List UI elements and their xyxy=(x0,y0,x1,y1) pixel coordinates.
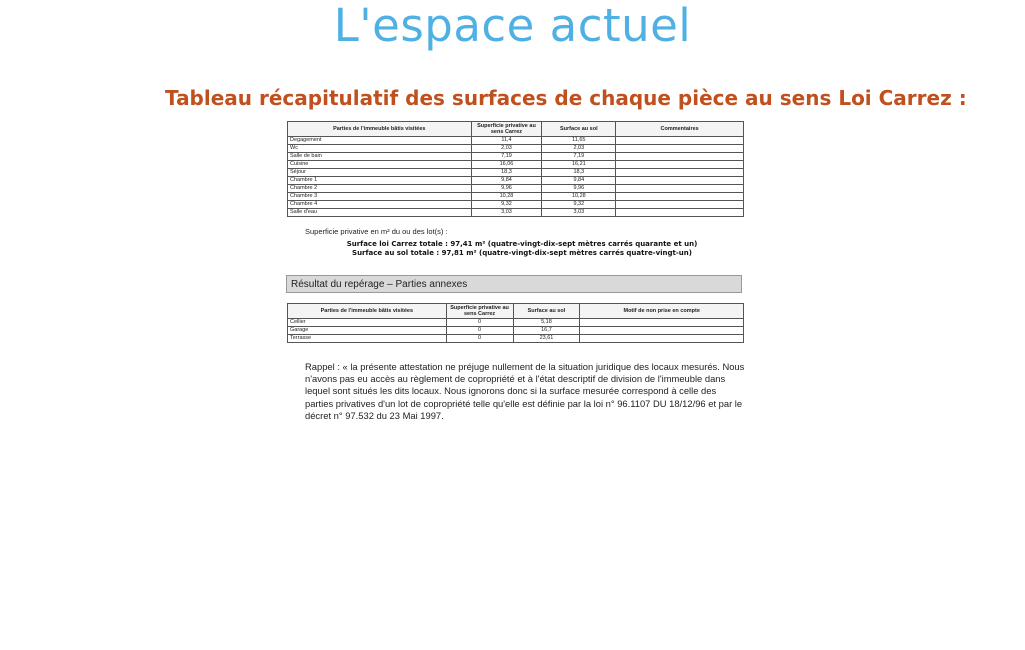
surface-note: Superficie privative en m² du ou des lot(s) : xyxy=(305,227,448,236)
table-cell: Chambre 2 xyxy=(288,185,472,193)
table-row xyxy=(288,153,744,161)
table-cell: 18,3 xyxy=(471,169,542,177)
table-cell: Cuisine xyxy=(288,161,472,169)
table-cell: 9,32 xyxy=(471,201,542,209)
table-row xyxy=(288,145,744,153)
table-cell xyxy=(616,193,744,201)
table-row xyxy=(288,209,744,217)
table-cell: 0 xyxy=(446,319,513,327)
table-cell: 7,19 xyxy=(471,153,542,161)
table-cell: 11,65 xyxy=(542,137,616,145)
table-cell: Chambre 1 xyxy=(288,177,472,185)
section-subtitle: Tableau récapitulatif des surfaces de chaque pièce au sens Loi Carrez : xyxy=(165,86,967,110)
table-row xyxy=(288,327,744,335)
table-cell: Séjour xyxy=(288,169,472,177)
table-cell: Cellier xyxy=(288,319,447,327)
table-cell xyxy=(580,335,744,343)
surfaces-table xyxy=(287,121,744,217)
table-cell: 16,06 xyxy=(471,161,542,169)
table-cell: 10,28 xyxy=(542,193,616,201)
column-header: Parties de l'immeuble bâtis visitées xyxy=(288,122,472,137)
table-cell xyxy=(616,201,744,209)
table-cell xyxy=(616,209,744,217)
table-cell: 9,96 xyxy=(542,185,616,193)
table-cell: 9,84 xyxy=(471,177,542,185)
table-cell xyxy=(616,137,744,145)
table-header-row xyxy=(288,122,744,137)
table-cell: 18,3 xyxy=(542,169,616,177)
table-cell xyxy=(616,145,744,153)
table-header-row xyxy=(288,304,744,319)
column-header: Motif de non prise en compte xyxy=(580,304,744,319)
table-cell: 3,03 xyxy=(471,209,542,217)
table-cell xyxy=(616,177,744,185)
table-row xyxy=(288,201,744,209)
table-cell xyxy=(616,185,744,193)
table-cell: Chambre 3 xyxy=(288,193,472,201)
table-row xyxy=(288,335,744,343)
table-cell: Garage xyxy=(288,327,447,335)
rappel-paragraph: Rappel : « la présente attestation ne préjuge nullement de la situation juridique des locaux mesurés. Nous n'avons pas eu accès au règlement de copropriété et à l'état descriptif de division de l'immeuble dans lequel sont situés les dits locaux. Nous ignorons donc si la surface mesurée correspond à celle des parties privatives d'un lot de copropriété telle qu'elle est définie par la loi n° 96.1107 DU 18/12/96 et par le décret n° 97.532 du 23 Mai 1997. xyxy=(305,361,745,421)
table-cell: 2,03 xyxy=(471,145,542,153)
table-row xyxy=(288,137,744,145)
column-header: Commentaires xyxy=(616,122,744,137)
table-cell: Salle de bain xyxy=(288,153,472,161)
table-cell: Terrasse xyxy=(288,335,447,343)
table-row xyxy=(288,185,744,193)
table-cell: 0 xyxy=(446,335,513,343)
table-cell: 9,96 xyxy=(471,185,542,193)
table-row xyxy=(288,193,744,201)
column-header: Superficie privative au sens Carrez xyxy=(446,304,513,319)
table-cell xyxy=(580,327,744,335)
page-title: L'espace actuel xyxy=(333,0,692,52)
result-heading: Résultat du repérage – Parties annexes xyxy=(286,275,742,293)
annex-table xyxy=(287,303,744,343)
table-cell: Wc xyxy=(288,145,472,153)
table-cell: 10,28 xyxy=(471,193,542,201)
table-cell: Chambre 4 xyxy=(288,201,472,209)
column-header: Parties de l'immeuble bâtis visitées xyxy=(288,304,447,319)
table-cell: 3,03 xyxy=(542,209,616,217)
total-sol: Surface au sol totale : 97,81 m² (quatre-vingt-dix-sept mètres carrés quatre-vingt-un) xyxy=(352,249,692,257)
table-cell: 2,03 xyxy=(542,145,616,153)
table-row xyxy=(288,161,744,169)
table-cell: 5,18 xyxy=(513,319,580,327)
table-cell: 0 xyxy=(446,327,513,335)
table-row xyxy=(288,319,744,327)
table-cell: 23,61 xyxy=(513,335,580,343)
table-cell: 9,84 xyxy=(542,177,616,185)
table-cell: Salle d'eau xyxy=(288,209,472,217)
table-cell: 9,32 xyxy=(542,201,616,209)
table-cell xyxy=(616,153,744,161)
table-cell xyxy=(580,319,744,327)
table-cell xyxy=(616,169,744,177)
total-carrez: Surface loi Carrez totale : 97,41 m² (quatre-vingt-dix-sept mètres carrés quarante et un) xyxy=(346,240,698,248)
table-cell: 16,7 xyxy=(513,327,580,335)
table-cell xyxy=(616,161,744,169)
column-header: Surface au sol xyxy=(542,122,616,137)
column-header: Superficie privative au sens Carrez xyxy=(471,122,542,137)
table-cell: 11,4 xyxy=(471,137,542,145)
table-row xyxy=(288,177,744,185)
table-cell: 16,21 xyxy=(542,161,616,169)
table-cell: 7,19 xyxy=(542,153,616,161)
column-header: Surface au sol xyxy=(513,304,580,319)
table-row xyxy=(288,169,744,177)
table-cell: Degagement xyxy=(288,137,472,145)
